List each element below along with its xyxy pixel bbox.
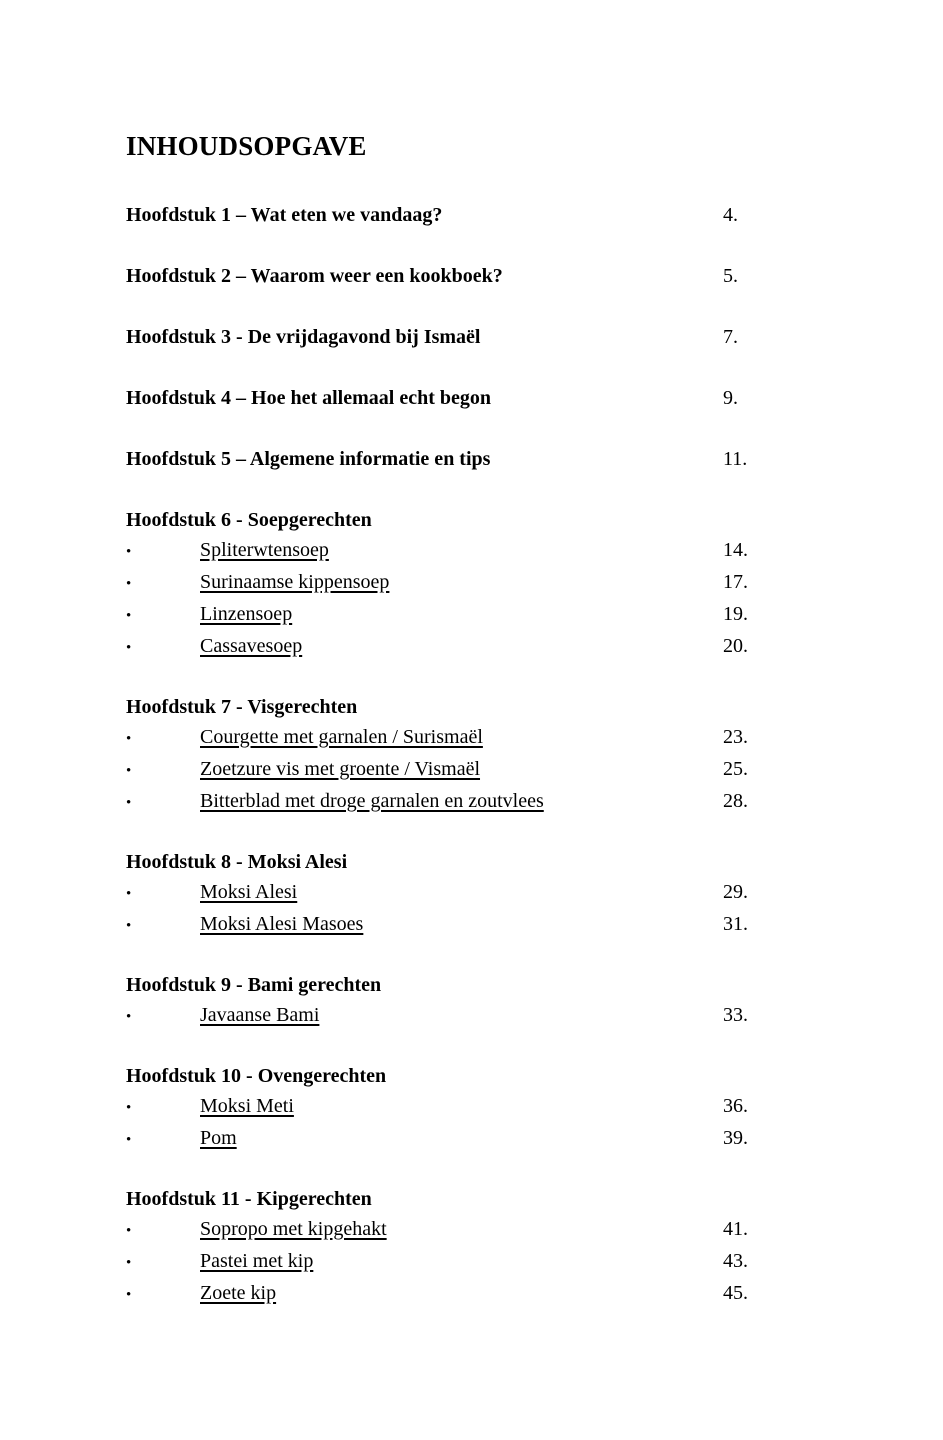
toc-page-number: 29. (723, 880, 748, 903)
toc-recipe-row[interactable] (126, 786, 826, 818)
toc-recipe-title: Moksi Alesi Masoes (200, 912, 364, 935)
toc-chapter-row[interactable] (126, 261, 826, 293)
toc-recipe-title: Sopropo met kipgehakt (200, 1217, 387, 1240)
toc-recipe-title: Pastei met kip (200, 1249, 314, 1272)
toc-page-number: 41. (723, 1217, 748, 1240)
toc-recipe-link[interactable] (126, 535, 329, 567)
toc-chapter-row[interactable] (126, 444, 826, 476)
toc-recipe-row[interactable] (126, 631, 826, 663)
toc-recipe-title: Linzensoep (200, 602, 293, 625)
toc-page-number: 9. (723, 386, 738, 409)
toc-recipe-title: Courgette met garnalen / Surismaël (200, 725, 483, 748)
bullet-icon: • (126, 1131, 132, 1148)
toc-section (126, 1061, 826, 1155)
toc-chapter-label: Hoofdstuk 3 - De vrijdagavond bij Ismaël (126, 325, 481, 348)
toc-recipe-row[interactable] (126, 754, 826, 786)
toc-page-number: 20. (723, 634, 748, 657)
toc-recipe-list (126, 1091, 826, 1155)
toc-recipe-list (126, 1000, 826, 1032)
toc-recipe-row[interactable] (126, 1278, 826, 1310)
toc-recipe-row[interactable] (126, 1000, 826, 1032)
toc-recipe-row[interactable] (126, 535, 826, 567)
toc-recipe-link[interactable] (126, 1278, 276, 1310)
toc-recipe-row[interactable] (126, 1123, 826, 1155)
bullet-icon: • (126, 730, 132, 747)
toc-recipe-list (126, 877, 826, 941)
bullet-icon: • (126, 762, 132, 779)
toc-page-number: 7. (723, 325, 738, 348)
toc-section (126, 847, 826, 941)
toc-page-number: 17. (723, 570, 748, 593)
toc-page-number: 5. (723, 264, 738, 287)
toc-recipe-link[interactable] (126, 1091, 294, 1123)
toc-recipe-row[interactable] (126, 909, 826, 941)
toc-page-number: 28. (723, 789, 748, 812)
toc-recipe-row[interactable] (126, 1246, 826, 1278)
toc-page-number: 43. (723, 1249, 748, 1272)
toc-chapter-row[interactable] (126, 322, 826, 354)
toc-page-number: 19. (723, 602, 748, 625)
toc-recipe-link[interactable] (126, 722, 483, 754)
toc-recipe-title: Pom (200, 1126, 237, 1149)
toc-page-number: 11. (723, 447, 748, 470)
toc-recipe-list (126, 722, 826, 818)
toc-recipe-title: Moksi Alesi (200, 880, 298, 903)
toc-recipe-row[interactable] (126, 1214, 826, 1246)
toc-page-number: 14. (723, 538, 748, 561)
toc-recipe-link[interactable] (126, 786, 544, 818)
bullet-icon: • (126, 1099, 132, 1116)
toc-recipe-link[interactable] (126, 909, 363, 941)
toc-recipe-link[interactable] (126, 754, 480, 786)
toc-section-heading[interactable]: Hoofdstuk 7 - Visgerechten (126, 695, 358, 718)
toc-recipe-row[interactable] (126, 722, 826, 754)
toc-recipe-title: Bitterblad met droge garnalen en zoutvlees (200, 789, 544, 812)
toc-recipe-link[interactable] (126, 1214, 387, 1246)
toc-recipe-title: Zoetzure vis met groente / Vismaël (200, 757, 481, 780)
toc-section-heading[interactable]: Hoofdstuk 9 - Bami gerechten (126, 973, 382, 996)
page-title: INHOUDSOPGAVE (126, 131, 367, 161)
bullet-icon: • (126, 1008, 132, 1025)
table-of-contents (126, 132, 826, 1310)
bullet-icon: • (126, 639, 132, 656)
toc-recipe-list (126, 535, 826, 663)
toc-page-number: 25. (723, 757, 748, 780)
toc-page-number: 33. (723, 1003, 748, 1026)
toc-chapter-row[interactable] (126, 383, 826, 415)
toc-chapter-label: Hoofdstuk 5 – Algemene informatie en tips (126, 447, 491, 470)
bullet-icon: • (126, 1286, 132, 1303)
toc-section (126, 692, 826, 818)
toc-page-number: 36. (723, 1094, 748, 1117)
toc-recipe-link[interactable] (126, 599, 292, 631)
bullet-icon: • (126, 1222, 132, 1239)
toc-recipe-row[interactable] (126, 599, 826, 631)
toc-section (126, 970, 826, 1032)
toc-page-number: 31. (723, 912, 748, 935)
bullet-icon: • (126, 575, 132, 592)
toc-section-heading[interactable]: Hoofdstuk 8 - Moksi Alesi (126, 850, 348, 873)
toc-recipe-row[interactable] (126, 567, 826, 599)
toc-section-heading[interactable]: Hoofdstuk 10 - Ovengerechten (126, 1064, 387, 1087)
toc-recipe-title: Cassavesoep (200, 634, 303, 657)
toc-recipe-row[interactable] (126, 877, 826, 909)
toc-recipe-title: Zoete kip (200, 1281, 277, 1304)
toc-section (126, 505, 826, 663)
toc-section-heading[interactable]: Hoofdstuk 11 - Kipgerechten (126, 1187, 372, 1210)
toc-recipe-link[interactable] (126, 567, 389, 599)
toc-recipe-link[interactable] (126, 631, 302, 663)
toc-chapter-label: Hoofdstuk 1 – Wat eten we vandaag? (126, 203, 443, 226)
toc-page-number: 4. (723, 203, 738, 226)
toc-recipe-title: Moksi Meti (200, 1094, 294, 1117)
bullet-icon: • (126, 885, 132, 902)
toc-recipe-title: Spliterwtensoep (200, 538, 329, 561)
toc-recipe-link[interactable] (126, 1000, 319, 1032)
toc-recipe-title: Surinaamse kippensoep (200, 570, 390, 593)
toc-page-number: 45. (723, 1281, 748, 1304)
toc-chapter-label: Hoofdstuk 2 – Waarom weer een kookboek? (126, 264, 503, 287)
bullet-icon: • (126, 917, 132, 934)
toc-recipe-list (126, 1214, 826, 1310)
bullet-icon: • (126, 543, 132, 560)
bullet-icon: • (126, 607, 132, 624)
toc-recipe-link[interactable] (126, 1246, 313, 1278)
toc-chapter-row[interactable] (126, 200, 826, 232)
toc-section-heading[interactable]: Hoofdstuk 6 - Soepgerechten (126, 508, 372, 531)
toc-recipe-title: Javaanse Bami (200, 1003, 320, 1026)
toc-recipe-link[interactable] (126, 1123, 237, 1155)
bullet-icon: • (126, 1254, 132, 1271)
toc-page-number: 23. (723, 725, 748, 748)
toc-recipe-row[interactable] (126, 1091, 826, 1123)
toc-chapter-label: Hoofdstuk 4 – Hoe het allemaal echt begon (126, 386, 491, 409)
toc-page-number: 39. (723, 1126, 748, 1149)
toc-entry-list (126, 200, 826, 1310)
bullet-icon: • (126, 794, 132, 811)
toc-section (126, 1184, 826, 1310)
toc-recipe-link[interactable] (126, 877, 297, 909)
